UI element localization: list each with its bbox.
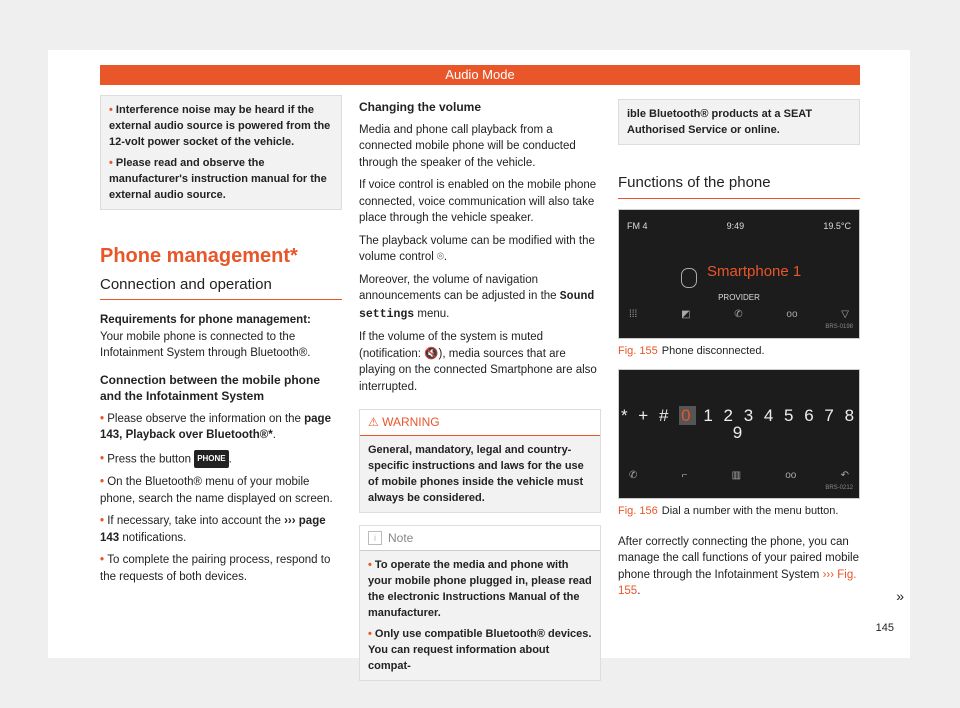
- menu-name: Sound settings: [359, 290, 595, 321]
- list-item: [100, 513, 342, 546]
- text: menu.: [414, 307, 450, 320]
- info-bullet: • Please read and observe the manufacturer's instruction manual for the external audio source.: [109, 155, 333, 203]
- caption-text: Dial a number with the menu button.: [661, 505, 839, 517]
- text: Moreover, the volume of navigation announcements can be adjusted in the: [359, 273, 560, 302]
- text: After correctly connecting the phone, you can manage the call functions of your paired mobile phone through the Infotainment System: [618, 535, 860, 581]
- note-item: • Only use compatible Bluetooth® devices. You can request information about compat-: [368, 626, 592, 674]
- column-3: [618, 99, 860, 606]
- column-2: [359, 99, 601, 681]
- note-box: [359, 525, 601, 682]
- figure-caption: [618, 503, 860, 520]
- subheading: Changing the volume: [359, 100, 482, 114]
- list-item: • On the Bluetooth® menu of your mobile phone, search the name displayed on screen.: [100, 474, 342, 507]
- info-box: [100, 95, 342, 210]
- list-item: [100, 450, 342, 469]
- text: Press the button: [107, 452, 195, 465]
- provider-label: PROVIDER: [718, 292, 760, 302]
- text: .: [637, 585, 641, 597]
- column-1: [100, 95, 342, 591]
- text: If necessary, take into account the: [107, 515, 285, 527]
- paragraph: Media and phone call playback from a connected mobile phone will be conducted through the speaker of the vehicle.: [359, 123, 576, 169]
- text: Please observe the information on the: [107, 412, 305, 425]
- device-name: Smartphone 1: [707, 262, 802, 280]
- menu-icon: ▽: [841, 309, 849, 320]
- figure-dial-number: [618, 369, 860, 499]
- info-box: ible Bluetooth® products at a SEAT Authorised Service or online.: [618, 99, 860, 145]
- warning-header: [360, 410, 600, 436]
- paragraph: [618, 534, 860, 600]
- paragraph: If voice control is enabled on the mobile phone connected, voice communication will also take place through the vehicle speaker.: [359, 179, 597, 224]
- contacts-icon: ◩: [681, 309, 691, 320]
- voicemail-icon: oo: [786, 309, 798, 320]
- paragraph: The playback volume can be modified with the volume control ⌾.: [359, 234, 595, 263]
- info-icon: i: [368, 531, 382, 545]
- line-icon: ⌐: [681, 469, 688, 481]
- figure-phone-disconnected: [618, 209, 860, 339]
- chapter-title: Phone management*: [100, 245, 298, 267]
- figure-caption: [618, 343, 860, 360]
- list-item: • To complete the pairing process, respond to the requests of both devices.: [100, 552, 342, 585]
- call-list-icon: ✆: [734, 309, 743, 320]
- bluetooth-icon: [681, 268, 697, 288]
- figure-link[interactable]: ››› Fig. 155: [618, 568, 857, 597]
- call-icon: ✆: [629, 469, 638, 481]
- back-icon: ↶: [840, 469, 849, 481]
- status-bar: [627, 218, 851, 235]
- note-title: Note: [388, 530, 414, 545]
- phone-button-icon: PHONE: [194, 450, 228, 469]
- section-header: Audio Mode: [100, 65, 860, 85]
- softkey-row: [629, 307, 849, 324]
- figure-code: BRS-0198: [825, 324, 853, 330]
- clock: 9:49: [726, 220, 745, 231]
- section-title: Functions of the phone: [618, 175, 860, 199]
- req-title: Requirements for phone management:: [100, 314, 311, 326]
- digit-keys: 1 2 3 4 5 6 7 8 9: [695, 406, 858, 442]
- figure-number: Fig. 156: [618, 505, 658, 517]
- text: notifications.: [119, 531, 187, 544]
- warning-box: [359, 409, 601, 513]
- text: .: [228, 452, 232, 465]
- contacts-icon: ▥: [731, 469, 742, 481]
- section-title: Connection and operation: [100, 277, 342, 301]
- warning-icon: ⚠: [368, 415, 383, 429]
- figure-number: Fig. 155: [618, 344, 658, 357]
- symbol-keys: * + #: [620, 406, 680, 425]
- note-header: [360, 526, 600, 552]
- softkey-row: [629, 468, 849, 485]
- selected-digit: 0: [681, 406, 694, 425]
- req-text: Your mobile phone is connected to the Infotainment System through Bluetooth®.: [100, 330, 311, 359]
- note-item: • To operate the media and phone with your mobile phone plugged in, please read the electronic Instructions Manual of the manufacturer.: [368, 557, 592, 621]
- page-link[interactable]: ››› page 143: [100, 515, 326, 544]
- info-bullet: • Interference noise may be heard if the external audio source is powered from the 12-volt power socket of the vehicle.: [109, 102, 333, 150]
- radio-station: FM 4: [627, 220, 648, 231]
- text: .: [272, 429, 276, 441]
- temperature: 19.5°C: [823, 220, 851, 231]
- warning-text: General, mandatory, legal and country-specific instructions and laws for the use of mobile phones inside the vehicle must always be considered.: [360, 436, 600, 512]
- caption-text: Phone disconnected.: [661, 344, 765, 357]
- continue-chevron: »: [896, 588, 904, 604]
- warning-title: WARNING: [382, 415, 440, 429]
- paragraph: [359, 272, 601, 324]
- conn-title: Connection between the mobile phone and the Infotainment System: [100, 372, 321, 403]
- keypad-icon: ⁞⁞⁞: [629, 309, 638, 320]
- note-body: [360, 551, 600, 680]
- page-number: 145: [875, 622, 894, 634]
- page-link[interactable]: page 143, Playback over Bluetooth®*: [100, 412, 331, 441]
- figure-code: BRS-0212: [825, 484, 853, 491]
- voicemail-icon: oo: [785, 469, 797, 481]
- list-item: [100, 411, 342, 444]
- dial-digits: [619, 408, 859, 441]
- paragraph: If the volume of the system is muted (notification: 🔇), media sources that are playing on the connected Smartphone are also interrupted.: [359, 331, 597, 393]
